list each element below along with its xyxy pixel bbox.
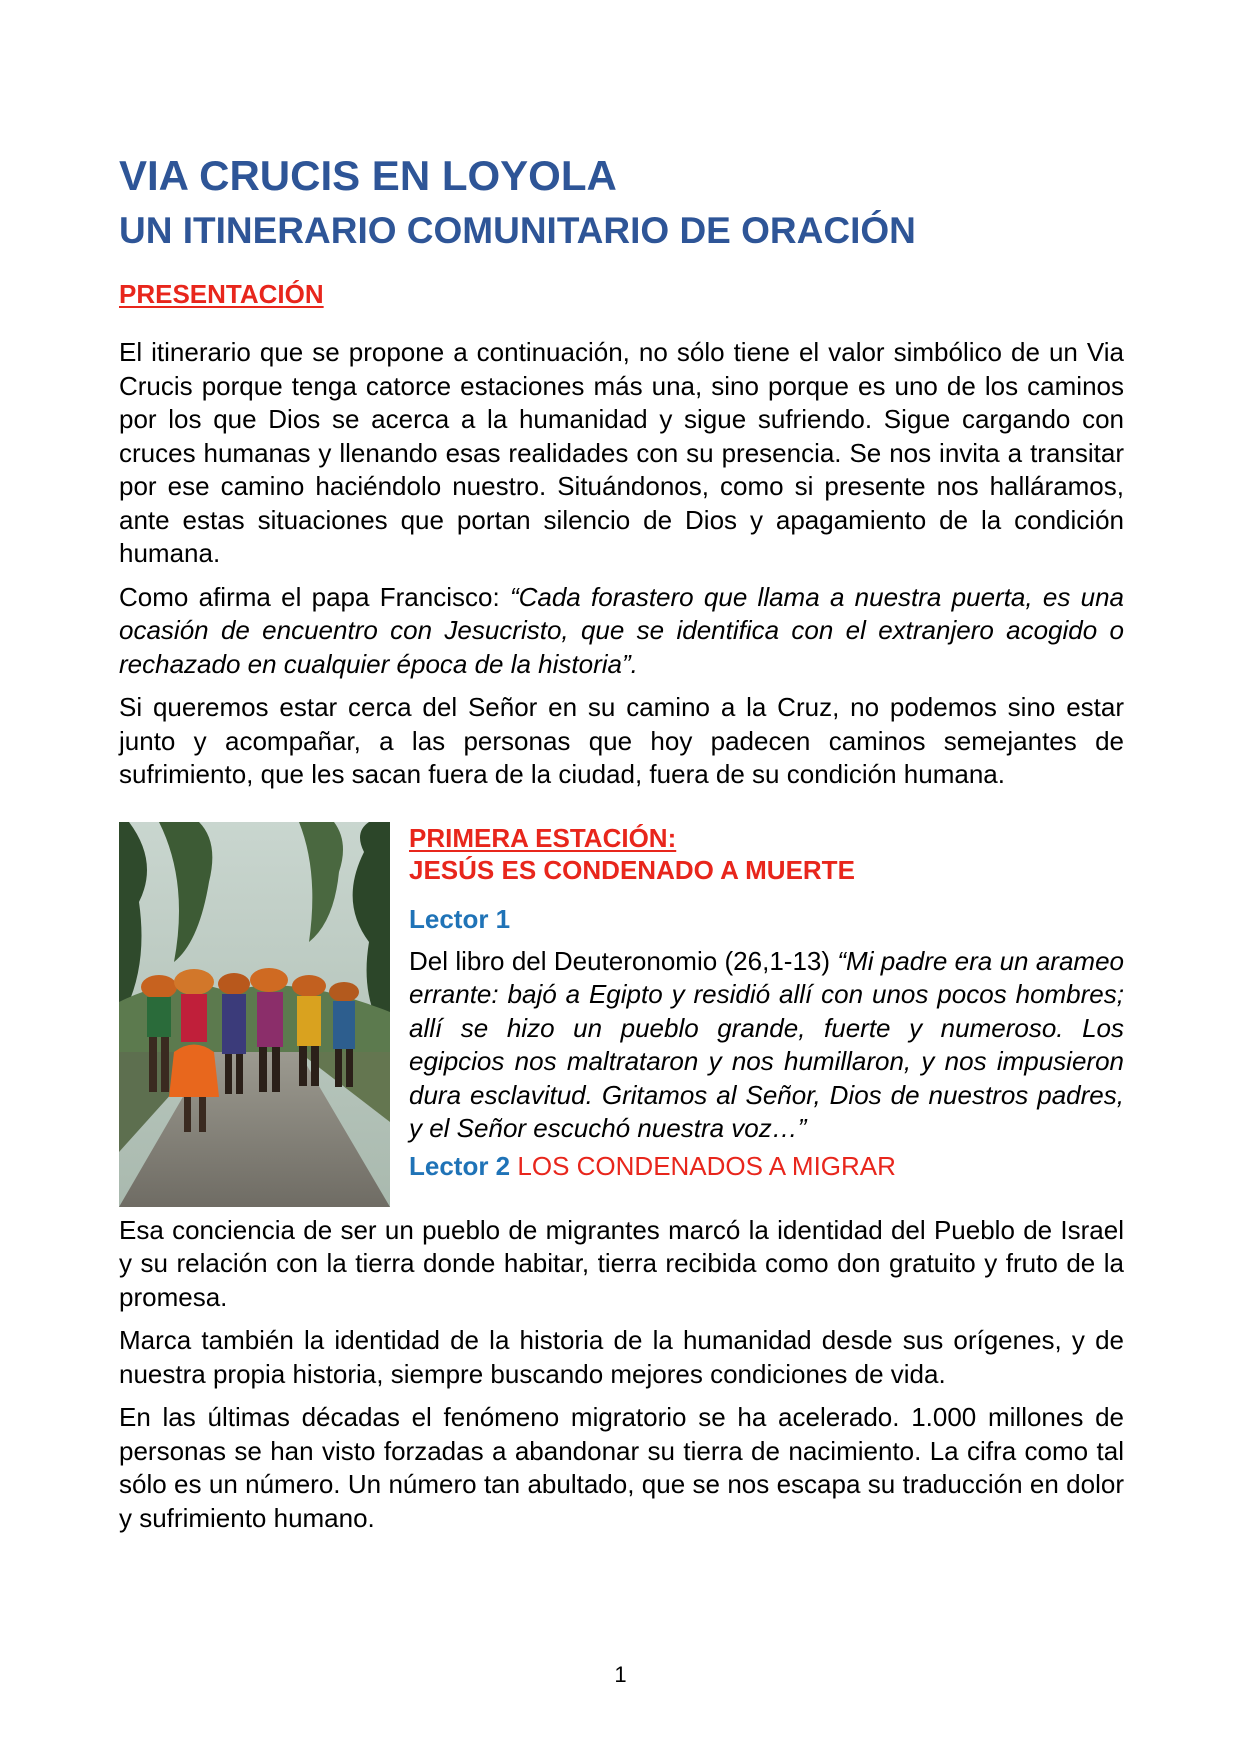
presentation-paragraph-1: El itinerario que se propone a continuación, no sólo tiene el valor simbólico de un Via Crucis porque tenga catorce estaciones más una, sino porque es uno de los caminos por los que Dios se acerca a la humanidad y sigue sufriendo. Sigue cargando con cruces humanas y llenando esas realidades con su presencia. Se nos invita a transitar por ese camino haciéndolo nuestro. Situándonos, como si presente nos halláramos, ante estas situaciones que portan silencio de Dios y apagamiento de la condición humana.	[119, 337, 1124, 568]
station-1-block	[119, 822, 1124, 1210]
lector-2-title: LOS CONDENADOS A MIGRAR	[517, 1150, 896, 1181]
deuteronomy-reading	[409, 945, 1124, 1146]
reading-intro: Del libro del Deuteronomio (26,1-13)	[409, 945, 838, 976]
station-1-paragraph-3: En las últimas décadas el fenómeno migratorio se ha acelerado. 1.000 millones de personas se han visto forzadas a abandonar su tierra de nacimiento. La cifra como tal sólo es un número. Un número tan abultado, que se nos escapa su traducción en dolor y sufrimiento humano.	[119, 1402, 1124, 1533]
migrants-walking-photo	[119, 822, 390, 1207]
lector-1-label: Lector 1	[409, 903, 511, 934]
page-content	[119, 150, 1124, 1535]
station-1-paragraph-2: Marca también la identidad de la historia de la humanidad desde sus orígenes, y de nuestra propia historia, siempre buscando mejores condiciones de vida.	[119, 1325, 1124, 1389]
lector-2-heading	[409, 1150, 1124, 1182]
station-1-paragraph-1: Esa conciencia de ser un pueblo de migrantes marcó la identidad del Pueblo de Israel y su relación con la tierra donde habitar, tierra recibida como don gratuito y fruto de la promesa.	[119, 1214, 1124, 1312]
reading-quote: “Mi padre era un arameo errante: bajó a Egipto y residió allí con unos pocos hombres; allí se hizo un pueblo grande, fuerte y numeroso. Los egipcios nos maltrataron y nos humillaron, y nos impusieron dura esclavitud. Gritamos al Señor, Dios de nuestros padres, y el Señor escuchó nuestra voz…”	[409, 945, 1124, 1143]
page-number: 1	[614, 1662, 627, 1687]
station-1-text	[409, 822, 1124, 1182]
presentation-heading: PRESENTACIÓN	[119, 279, 324, 309]
presentation-paragraph-3: Si queremos estar cerca del Señor en su camino a la Cruz, no podemos sino estar junto y acompañar, a las personas que hoy padecen caminos semejantes de sufrimiento, que les sacan fuera de la ciudad, fuera de su condición humana.	[119, 692, 1124, 789]
document-subtitle: UN ITINERARIO COMUNITARIO DE ORACIÓN	[119, 210, 916, 251]
presentation-paragraph-2	[119, 581, 1124, 682]
lector-2-label: Lector 2	[409, 1150, 511, 1181]
document-title: VIA CRUCIS EN LOYOLA	[119, 152, 617, 199]
station-1-title: PRIMERA ESTACIÓN:	[409, 822, 677, 853]
pope-quote: “Cada forastero que llama a nuestra puerta, es una ocasión de encuentro con Jesucristo, que se identifica con el extranjero acogido o rechazado en cualquier época de la historia”.	[119, 581, 1124, 679]
station-1-subtitle: JESÚS ES CONDENADO A MUERTE	[409, 854, 855, 885]
quote-intro: Como afirma el papa Francisco:	[119, 581, 510, 612]
